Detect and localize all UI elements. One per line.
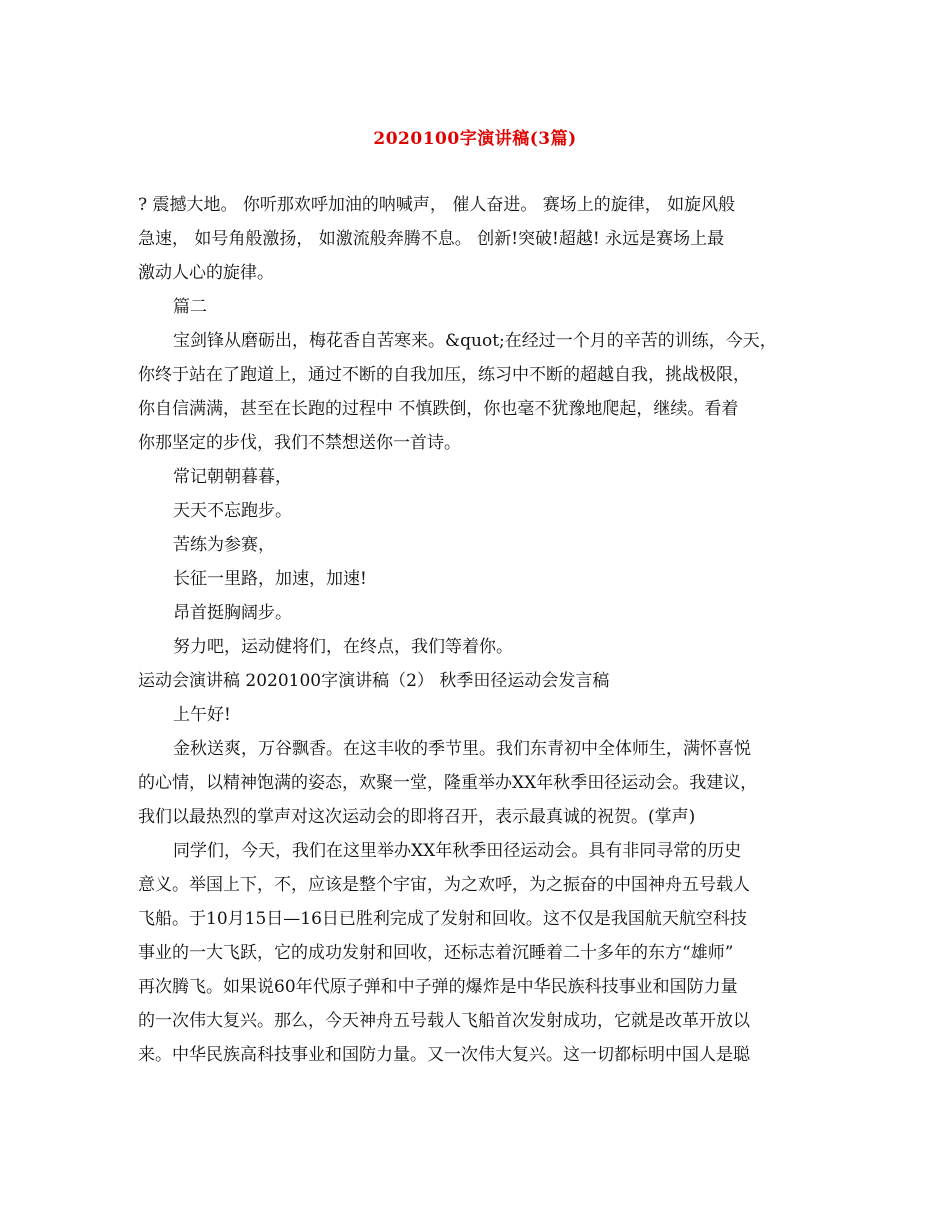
text-line: 意义。举国上下，不，应该是整个宇宙，为之欢呼，为之振奋的中国神舟五号载人 — [138, 875, 750, 895]
paragraph-start: 金秋送爽，万谷飘香。在这丰收的季节里。我们东青初中全体师生，满怀喜悦 — [173, 739, 751, 759]
text-line: 飞船。于10月15日—16日已胜利完成了发射和回收。这不仅是我国航天航空科技 — [138, 909, 747, 929]
text-line: ? 震撼大地。 你听那欢呼加油的呐喊声， 催人奋进。 赛场上的旋律， 如旋风般 — [138, 195, 736, 215]
document-body — [138, 188, 824, 1072]
closing-line: 努力吧，运动健将们，在终点，我们等着你。 — [173, 637, 513, 657]
text-line: 激动人心的旋律。 — [138, 263, 274, 283]
poem-line: 昂首挺胸阔步。 — [173, 603, 292, 623]
poem-line: 长征一里路，加速，加速! — [173, 569, 367, 589]
text-line: 的心情，以精神饱满的姿态，欢聚一堂，隆重举办XX年秋季田径运动会。我建议， — [138, 773, 758, 793]
text-line: 事业的一大飞跃，它的成功发射和回收，还标志着沉睡着二十多年的东方“雄师” — [138, 943, 734, 963]
greeting-line: 上午好! — [173, 705, 231, 725]
text-line: 再次腾飞。如果说60年代原子弹和中子弹的爆炸是中华民族科技事业和国防力量 — [138, 977, 738, 997]
text-line: 你终于站在了跑道上，通过不断的自我加压，练习中不断的超越自我，挑战极限， — [138, 365, 750, 385]
poem-line: 苦练为参赛， — [173, 535, 275, 555]
section-heading: 篇二 — [173, 297, 207, 317]
text-line: 我们以最热烈的掌声对这次运动会的即将召开，表示最真诚的祝贺。(掌声) — [138, 807, 696, 827]
document-title: 2020100字演讲稿(3篇) — [373, 129, 577, 149]
text-line: 你那坚定的步伐，我们不禁想送你一首诗。 — [138, 433, 461, 453]
poem-line: 常记朝朝暮暮， — [173, 467, 292, 487]
paragraph-start: 同学们，今天，我们在这里举办XX年秋季田径运动会。具有非同寻常的历史 — [173, 841, 742, 861]
text-line: 来。中华民族高科技事业和国防力量。又一次伟大复兴。这一切都标明中国人是聪 — [138, 1045, 750, 1065]
poem-line: 天天不忘跑步。 — [173, 501, 292, 521]
text-line: 你自信满满，甚至在长跑的过程中 不慎跌倒，你也毫不犹豫地爬起，继续。看着 — [138, 399, 739, 419]
section-title-line: 运动会演讲稿 2020100字演讲稿（2） 秋季田径运动会发言稿 — [138, 671, 610, 691]
paragraph-start: 宝剑锋从磨砺出，梅花香自苦寒来。&quot;在经过一个月的辛苦的训练，今天， — [173, 331, 777, 351]
text-line: 急速， 如号角般激扬， 如激流般奔腾不息。 创新!突破!超越! 永远是赛场上最 — [138, 229, 725, 249]
text-line: 的一次伟大复兴。那么，今天神舟五号载人飞船首次发射成功，它就是改革开放以 — [138, 1011, 750, 1031]
